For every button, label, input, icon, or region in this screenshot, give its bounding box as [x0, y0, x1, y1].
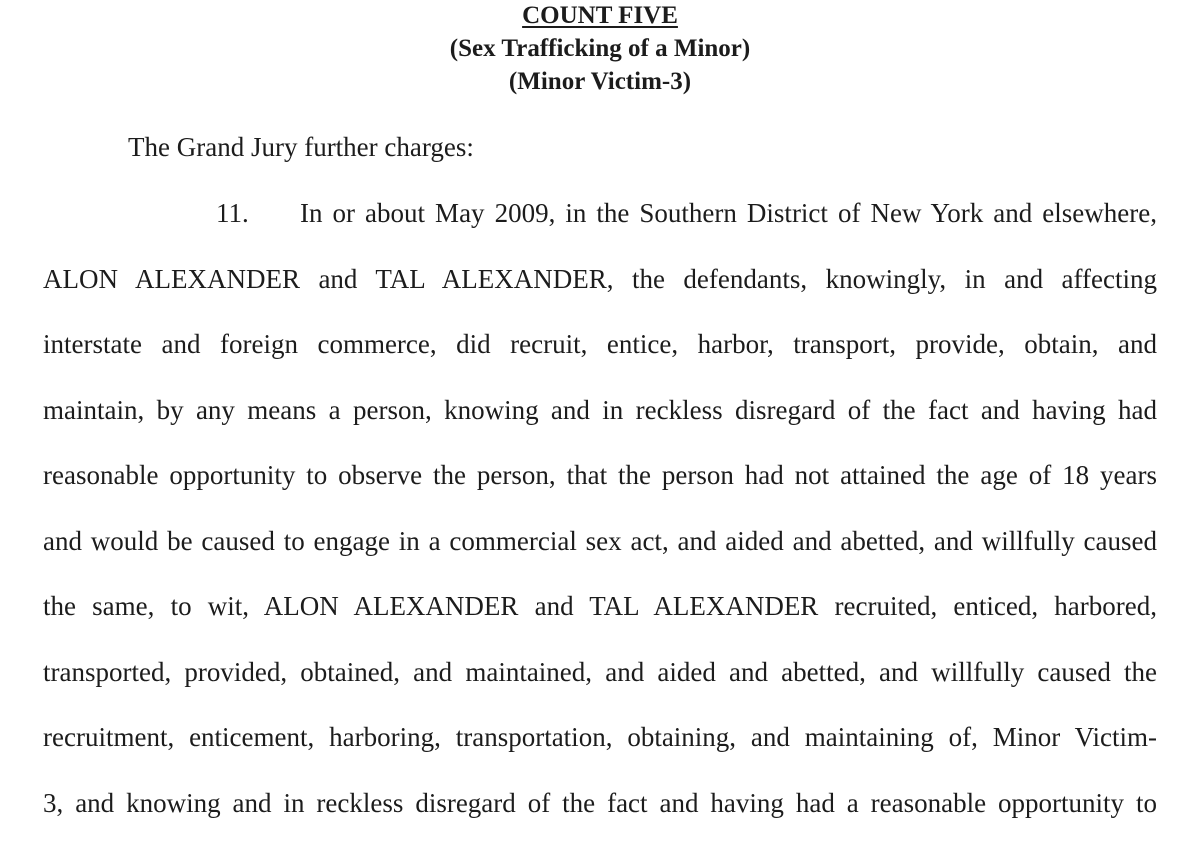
paragraph-line: 3, and knowing and in reckless disregard of the fact and having had a reasonable opportunity to [43, 788, 1157, 818]
paragraph-line: reasonable opportunity to observe the person, that the person had not attained the age of 18 years [43, 460, 1157, 490]
intro-text: The Grand Jury further charges: [128, 132, 474, 162]
paragraph-number: 11. [216, 198, 249, 228]
paragraph-line: recruitment, enticement, harboring, transportation, obtaining, and maintaining of, Minor Victim- [43, 722, 1157, 752]
paragraph-line [216, 196, 1157, 230]
count-subtitle: (Sex Trafficking of a Minor) [449, 35, 751, 62]
paragraph-line: transported, provided, obtained, and maintained, and aided and abetted, and willfully caused the [43, 657, 1157, 687]
paragraph-line-text: In or about May 2009, in the Southern District of New York and elsewhere, [300, 198, 1157, 228]
paragraph-line: interstate and foreign commerce, did recruit, entice, harbor, transport, provide, obtain, and [43, 329, 1157, 359]
count-victim: (Minor Victim-3) [508, 68, 692, 95]
paragraph-line: the same, to wit, ALON ALEXANDER and TAL ALEXANDER recruited, enticed, harbored, [43, 591, 1157, 621]
count-title: COUNT FIVE [522, 2, 678, 29]
paragraph-line: maintain, by any means a person, knowing and in reckless disregard of the fact and having had [43, 395, 1157, 425]
paragraph-line: and would be caused to engage in a commercial sex act, and aided and abetted, and willfully caused [43, 526, 1157, 556]
paragraph-line: ALON ALEXANDER and TAL ALEXANDER, the defendants, knowingly, in and affecting [43, 264, 1157, 294]
